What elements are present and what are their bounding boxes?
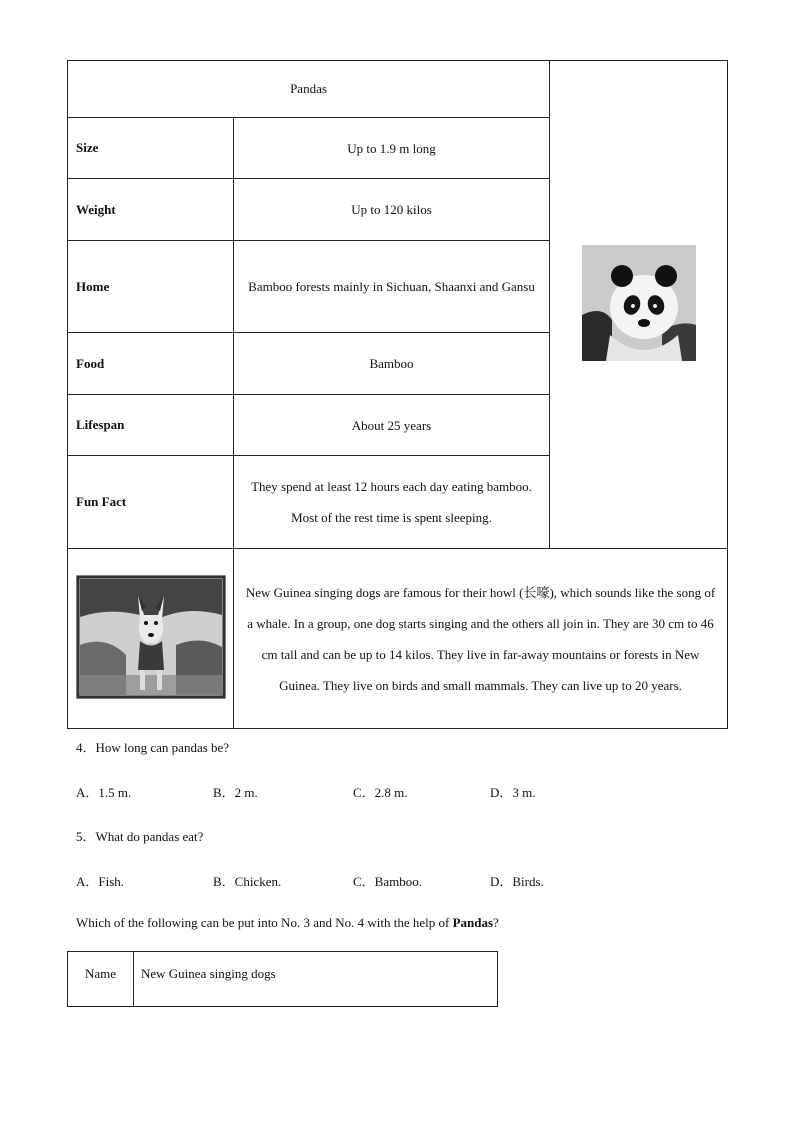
row-label-size: Size <box>68 118 234 179</box>
question-5-option-b: B．Chicken. <box>213 874 282 889</box>
dog-description: New Guinea singing dogs are famous for their howl (长嚎), which sounds like the song of a whale. In a group, one dog starts singing and the others all join in. They are 30 cm to 46 cm tall and can be up to 14 kilos. They live in far-away mountains or forests in New Guinea. They live on birds and small mammals. They can live up to 20 years. <box>234 549 728 729</box>
dog-image-cell <box>68 549 234 729</box>
panda-image-cell <box>550 61 728 549</box>
question-4-option-d: D．3 m. <box>490 785 536 800</box>
panda-fact-table <box>67 60 728 729</box>
row-value-food: Bamboo <box>234 333 550 395</box>
table-title: Pandas <box>68 61 550 118</box>
row-value-fun-fact: They spend at least 12 hours each day eating bamboo. Most of the rest time is spent sleeping. <box>234 456 550 549</box>
row-value-home: Bamboo forests mainly in Sichuan, Shaanxi and Gansu <box>234 241 550 333</box>
question-5-option-d: D．Birds. <box>490 874 544 889</box>
name-value: New Guinea singing dogs <box>134 952 498 1007</box>
row-value-weight: Up to 120 kilos <box>234 179 550 241</box>
question-5-option-c: C．Bamboo. <box>353 874 422 889</box>
question-4-option-c: C．2.8 m. <box>353 785 408 800</box>
row-value-size: Up to 1.9 m long <box>234 118 550 179</box>
instruction-text <box>76 915 499 931</box>
question-5-option-a: A．Fish. <box>76 874 125 889</box>
question-4-option-a: A．1.5 m. <box>76 785 132 800</box>
row-label-food: Food <box>68 333 234 395</box>
dog-photo <box>76 575 226 699</box>
row-label-fun-fact: Fun Fact <box>68 456 234 549</box>
name-table <box>67 951 498 1007</box>
instruction-prefix: Which of the following can be put into No. 3 and No. 4 with the help of <box>76 915 453 930</box>
row-label-home: Home <box>68 241 234 333</box>
row-value-lifespan: About 25 years <box>234 395 550 456</box>
instruction-bold: Pandas <box>452 915 494 930</box>
row-label-lifespan: Lifespan <box>68 395 234 456</box>
name-label: Name <box>68 952 134 1007</box>
question-5-stem: 5．What do pandas eat? <box>76 829 204 844</box>
instruction-suffix: ? <box>493 915 499 930</box>
question-4-option-b: B．2 m. <box>213 785 258 800</box>
question-4-stem: 4．How long can pandas be? <box>76 740 230 755</box>
row-label-weight: Weight <box>68 179 234 241</box>
panda-photo <box>582 245 696 361</box>
